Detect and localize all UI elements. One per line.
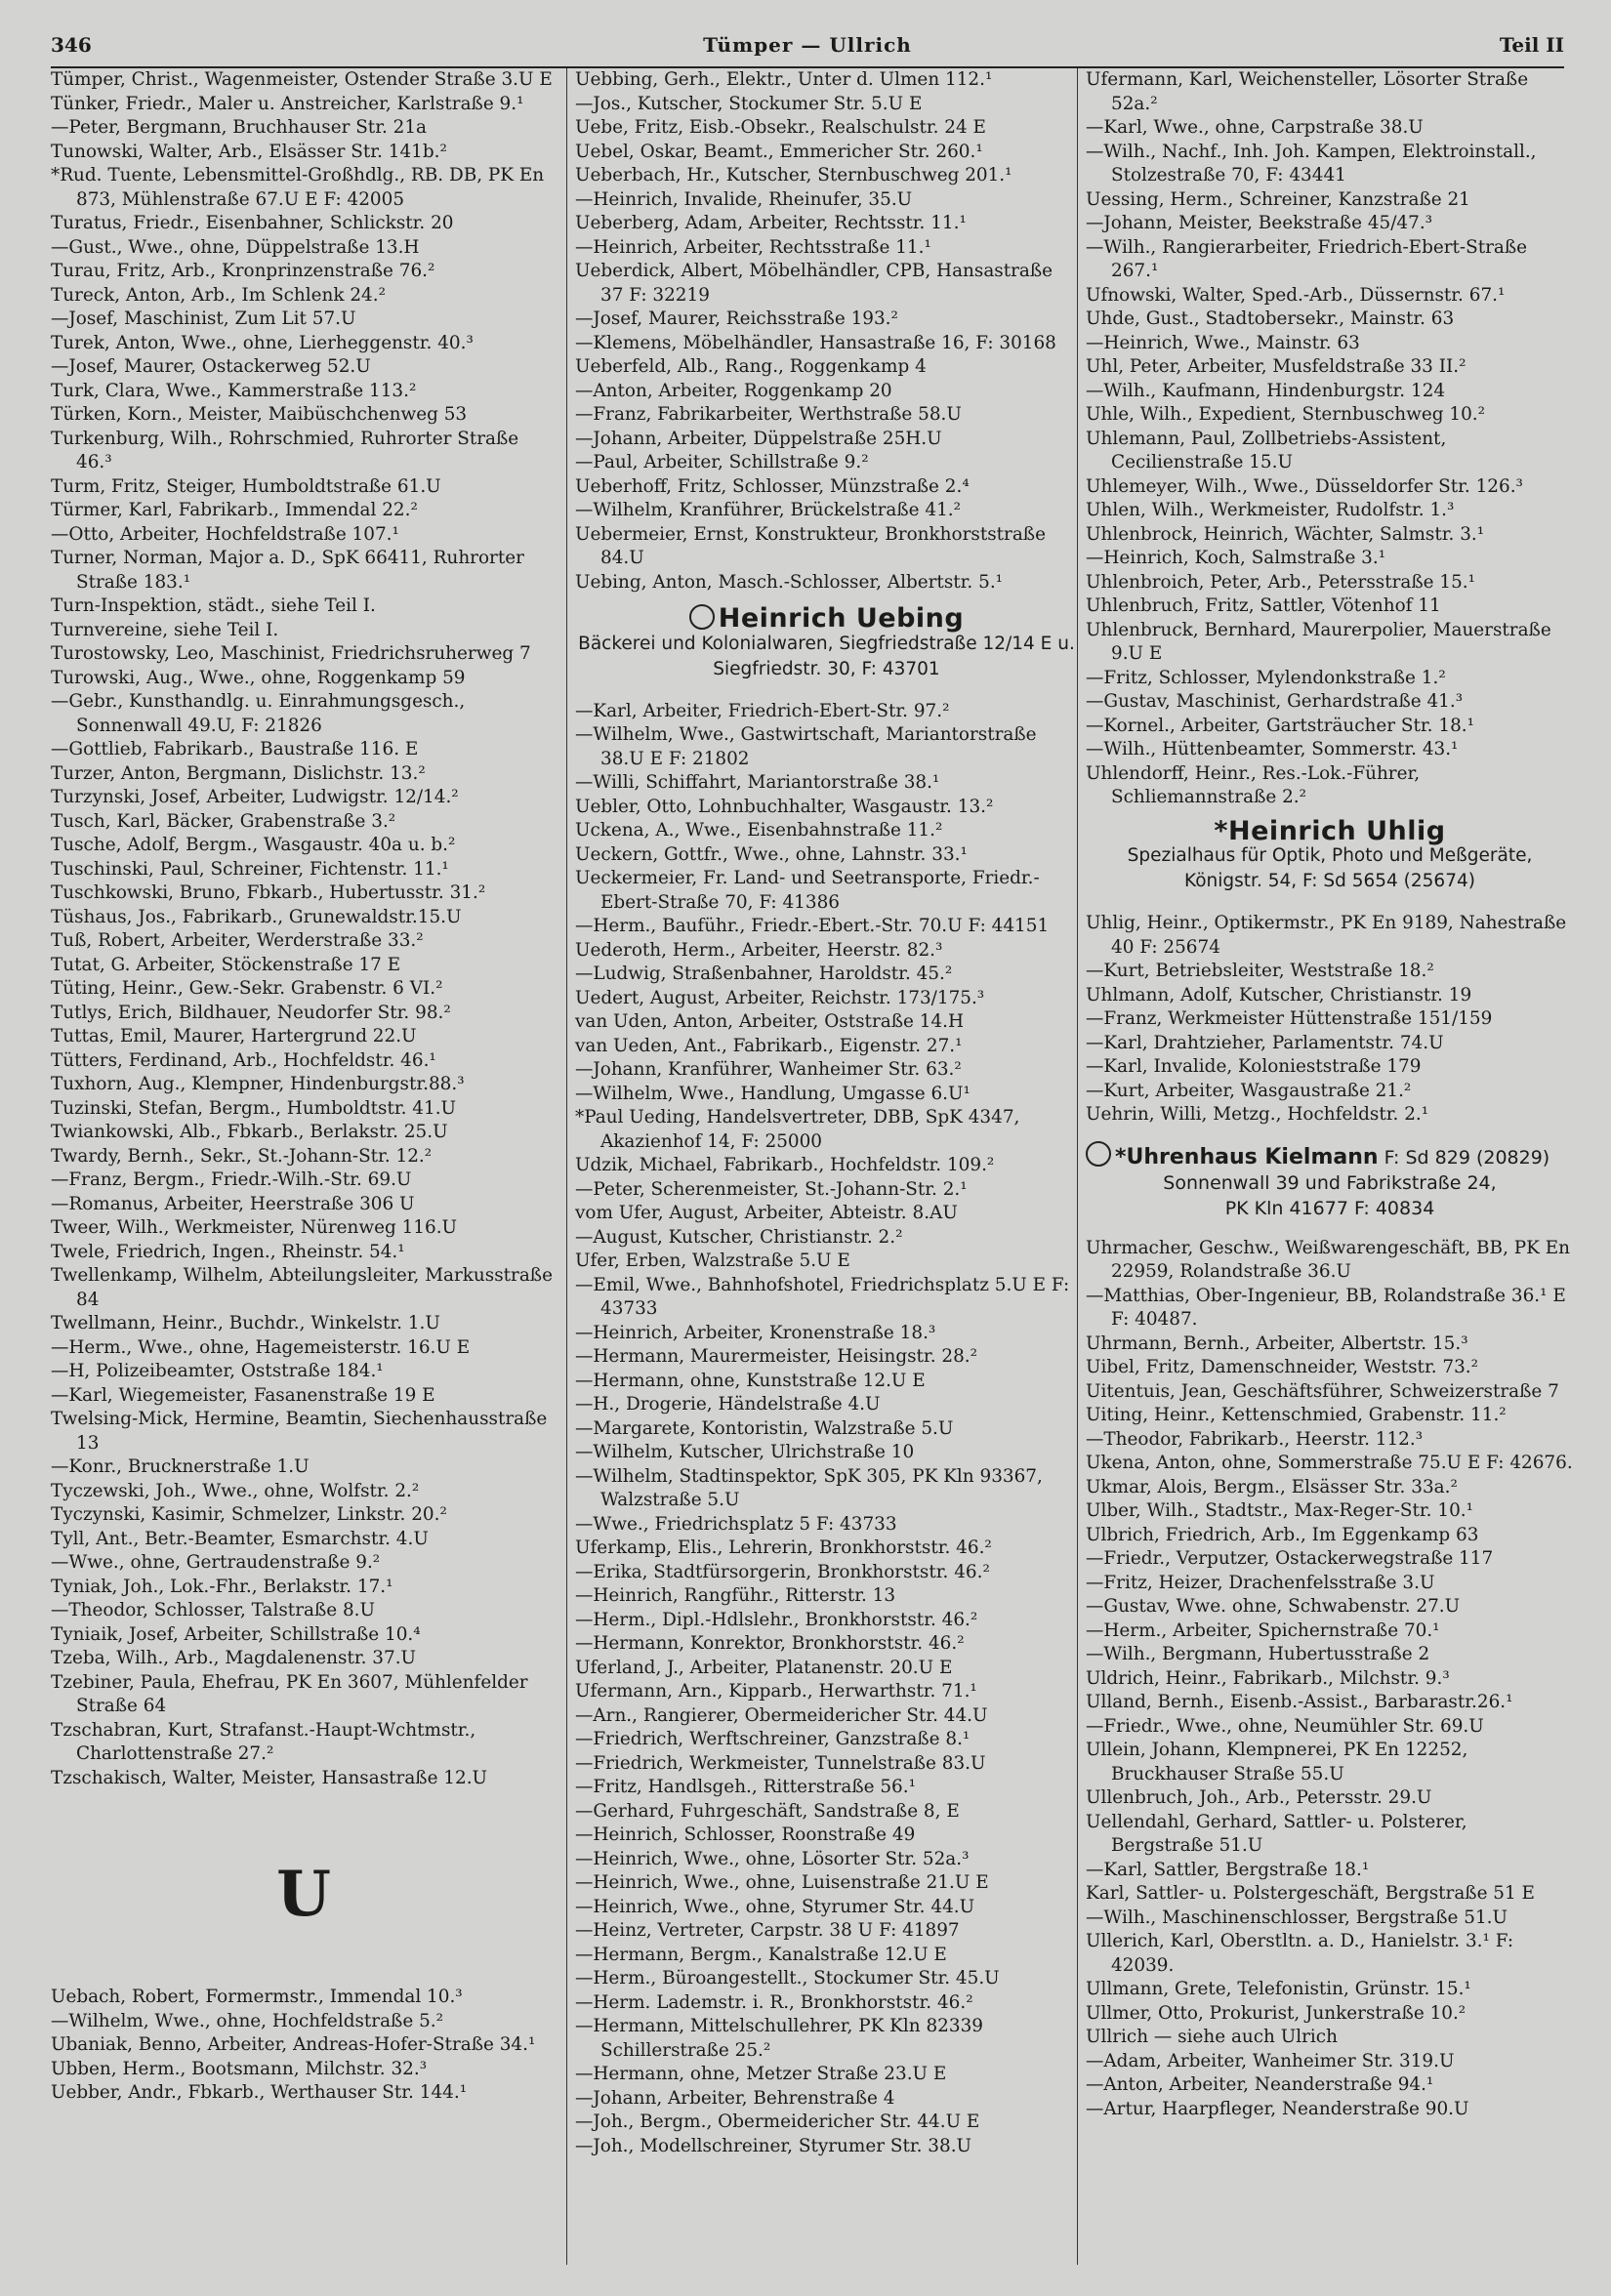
directory-entry: Twele, Friedrich, Ingen., Rheinstr. 54.¹ xyxy=(51,1241,405,1262)
directory-entry: Tyniaik, Josef, Arbeiter, Schillstraße 10.⁴ xyxy=(51,1623,421,1645)
directory-entry: Ullmann, Grete, Telefonistin, Grünstr. 15.¹ xyxy=(1086,1979,1471,1999)
directory-entry: Tureck, Anton, Arb., Im Schlenk 24.² xyxy=(51,284,386,306)
directory-entry: Karl, Sattler- u. Polstergeschäft, Bergstraße 51 E xyxy=(1086,1883,1535,1904)
directory-entry: Tümper, Christ., Wagenmeister, Ostender Straße 3.U E xyxy=(51,69,553,90)
directory-entry: Uebe, Fritz, Eisb.-Obsekr., Realschulstr. 24 E xyxy=(575,117,986,138)
directory-entry: Twelsing-Mick, Hermine, Beamtin, Siechenhausstraße 13 xyxy=(51,1409,548,1454)
directory-entry: Uebach, Robert, Formermstr., Immendal 10.³ xyxy=(51,1987,463,2007)
directory-entry: —Wilh., Rangierarbeiter, Friedrich-Ebert-Straße 267.¹ xyxy=(1086,236,1528,281)
directory-entry: Ueckermeier, Fr. Land- und Seetransporte, Friedr.-Ebert-Straße 70, F: 41386 xyxy=(575,868,1040,913)
entry-list xyxy=(51,1986,557,2106)
directory-entry: —Hermann, ohne, Metzer Straße 23.U E xyxy=(575,2064,947,2084)
directory-entry: —Kurt, Betriebsleiter, Weststraße 18.² xyxy=(1086,961,1434,981)
directory-entry: Ufermann, Arn., Kipparb., Herwarthstr. 71.¹ xyxy=(575,1681,977,1702)
directory-entry: —Emil, Wwe., Bahnhofshotel, Friedrichsplatz 5.U E F: 43733 xyxy=(575,1274,1070,1319)
directory-entry: —Gerhard, Fuhrgeschäft, Sandstraße 8, E xyxy=(575,1800,960,1822)
directory-entry: —Fritz, Schlosser, Mylendonkstraße 1.² xyxy=(1086,667,1446,688)
directory-entry: Ullerich, Karl, Oberstltn. a. D., Hanielstr. 3.¹ F: 42039. xyxy=(1086,1931,1514,1976)
directory-entry: Ulland, Bernh., Eisenb.-Assist., Barbarastr.26.¹ xyxy=(1086,1692,1513,1712)
directory-entry: Ullmer, Otto, Prokurist, Junkerstraße 10.² xyxy=(1086,2002,1466,2024)
advertisement-uebing xyxy=(575,604,1078,682)
directory-entry: Tzebiner, Paula, Ehefrau, PK En 3607, Mühlenfelder Straße 64 xyxy=(51,1671,528,1716)
directory-entry: —Karl, Sattler, Bergstraße 18.¹ xyxy=(1086,1859,1370,1880)
directory-entry: —Friedrich, Werftschreiner, Ganzstraße 8.¹ xyxy=(575,1729,971,1749)
directory-entry: Turostowsky, Leo, Maschinist, Friedrichsruherweg 7 xyxy=(51,643,531,664)
directory-entry: Tusch, Karl, Bäcker, Grabenstraße 3.² xyxy=(51,810,396,832)
ad-text: PK Kln 41677 F: 40834 xyxy=(1224,1197,1435,1219)
section-letter: U xyxy=(276,1858,331,1931)
directory-entry: Twiankowski, Alb., Fbkarb., Berlakstr. 25.U xyxy=(51,1122,448,1142)
directory-entry: —Karl, Drahtzieher, Parlamentstr. 74.U xyxy=(1086,1032,1444,1053)
directory-entry: —Joh., Modellschreiner, Styrumer Str. 38.U xyxy=(575,2135,972,2156)
directory-entry: Tyll, Ant., Betr.-Beamter, Esmarchstr. 4.U xyxy=(51,1528,429,1549)
directory-entry: Uhrmann, Bernh., Arbeiter, Albertstr. 15.³ xyxy=(1086,1332,1468,1354)
directory-entry: —Wilhelm, Wwe., Gastwirtschaft, Mariantorstraße 38.U E F: 21802 xyxy=(575,724,1037,769)
directory-entry: —Heinrich, Invalide, Rheinufer, 35.U xyxy=(575,188,913,210)
directory-entry: Ufer, Erben, Walzstraße 5.U E xyxy=(575,1250,850,1271)
directory-entry: —Karl, Invalide, Kolonieststraße 179 xyxy=(1086,1056,1422,1077)
directory-entry: —Herm. Lademstr. i. R., Bronkhorststr. 46.² xyxy=(575,1991,973,2013)
directory-entry: Turau, Fritz, Arb., Kronprinzenstraße 76.² xyxy=(51,261,435,281)
directory-entry: —Wwe., Friedrichsplatz 5 F: 43733 xyxy=(575,1513,897,1535)
directory-entry: van Ueden, Ant., Fabrikarb., Eigenstr. 27.¹ xyxy=(575,1035,963,1056)
directory-entry: —Kornel., Arbeiter, Gartsträucher Str. 18.¹ xyxy=(1086,715,1474,736)
directory-entry: —Hermann, Bergm., Kanalstraße 12.U E xyxy=(575,1944,947,1965)
directory-entry: —Gustav, Wwe. ohne, Schwabenstr. 27.U xyxy=(1086,1596,1461,1617)
directory-entry: —Peter, Scherenmeister, St.-Johann-Str. 2.¹ xyxy=(575,1178,968,1200)
directory-entry: —Arn., Rangierer, Obermeidericher Str. 44.U xyxy=(575,1704,988,1726)
directory-entry: —Karl, Wwe., ohne, Carpstraße 38.U xyxy=(1086,117,1424,138)
directory-entry: Tusche, Adolf, Bergm., Wasgaustr. 40a u. b.² xyxy=(51,835,456,855)
directory-entry: —Anton, Arbeiter, Roggenkamp 20 xyxy=(575,380,892,401)
ad-text: Sonnenwall 39 und Fabrikstraße 24, xyxy=(1163,1171,1497,1194)
directory-entry: Uhlendorff, Heinr., Res.-Lok.-Führer, Schliemannstraße 2.² xyxy=(1086,762,1421,807)
directory-entry: Uhlen, Wilh., Werkmeister, Rudolfstr. 1.³ xyxy=(1086,500,1455,520)
directory-entry: Turek, Anton, Wwe., ohne, Lierheggenstr. 40.³ xyxy=(51,332,474,353)
directory-entry: Uedert, August, Arbeiter, Reichstr. 173/175.³ xyxy=(575,987,985,1008)
entry-list xyxy=(575,700,1078,2159)
directory-entry: —Otto, Arbeiter, Hochfeldstraße 107.¹ xyxy=(51,523,399,545)
directory-entry: Tuschkowski, Bruno, Fbkarb., Hubertusstr. 31.² xyxy=(51,882,486,903)
directory-entry: Uellendahl, Gerhard, Sattler- u. Polsterer, Bergstraße 51.U xyxy=(1086,1811,1467,1856)
directory-entry: —Gebr., Kunsthandlg. u. Einrahmungsgesch., Sonnenwall 49.U, F: 21826 xyxy=(51,691,466,736)
directory-entry: Tweer, Wilh., Werkmeister, Nürenweg 116.U xyxy=(51,1217,458,1238)
directory-entry: —Kurt, Arbeiter, Wasgaustraße 21.² xyxy=(1086,1080,1412,1101)
directory-entry: Ufnowski, Walter, Sped.-Arb., Düssernstr. 67.¹ xyxy=(1086,284,1506,306)
directory-entry: Ukena, Anton, ohne, Sommerstraße 75.U E F: 42676. xyxy=(1086,1453,1573,1473)
directory-entry: Uckena, A., Wwe., Eisenbahnstraße 11.² xyxy=(575,820,943,840)
directory-entry: Twardy, Bernh., Sekr., St.-Johann-Str. 12.² xyxy=(51,1145,433,1167)
directory-entry: Uldrich, Heinr., Fabrikarb., Milchstr. 9.³ xyxy=(1086,1667,1450,1689)
directory-entry: —Artur, Haarpfleger, Neanderstraße 90.U xyxy=(1086,2098,1469,2119)
directory-entry: —Johann, Kranführer, Wanheimer Str. 63.² xyxy=(575,1059,962,1080)
directory-entry: Tzeba, Wilh., Arb., Magdalenenstr. 37.U xyxy=(51,1648,417,1668)
directory-entry: Ullenbruch, Joh., Arb., Petersstr. 29.U xyxy=(1086,1787,1432,1808)
directory-entry: —Friedrich, Werkmeister, Tunnelstraße 83.U xyxy=(575,1752,986,1774)
directory-entry: Uhl, Peter, Arbeiter, Musfeldstraße 33 II.² xyxy=(1086,356,1466,377)
directory-entry: Uhlenbruch, Fritz, Sattler, Vötenhof 11 xyxy=(1086,595,1441,616)
directory-entry: —Wilh., Kaufmann, Hindenburgstr. 124 xyxy=(1086,380,1446,401)
directory-entry: Ufermann, Karl, Weichensteller, Lösorter Straße 52a.² xyxy=(1086,69,1529,114)
directory-entry: —Heinrich, Koch, Salmstraße 3.¹ xyxy=(1086,548,1386,568)
directory-entry: Tuttas, Emil, Maurer, Hartergrund 22.U xyxy=(51,1026,417,1046)
directory-entry: —Heinz, Vertreter, Carpstr. 38 U F: 41897 xyxy=(575,1920,960,1941)
directory-entry: Uhlmann, Adolf, Kutscher, Christianstr. 19 xyxy=(1086,984,1472,1005)
directory-entry: Tunowski, Walter, Arb., Elsässer Str. 141b.² xyxy=(51,141,447,162)
directory-entry: Uhlenbroich, Peter, Arb., Petersstraße 15.¹ xyxy=(1086,571,1476,593)
directory-entry: —Fritz, Handlsgeh., Ritterstraße 56.¹ xyxy=(575,1777,916,1797)
directory-entry: —Joh., Bergm., Obermeidericher Str. 44.U E xyxy=(575,2112,980,2132)
directory-entry: —Gottlieb, Fabrikarb., Baustraße 116. E xyxy=(51,739,419,759)
page-part: Teil II xyxy=(1499,33,1564,57)
directory-entry: —Anton, Arbeiter, Neanderstraße 94.¹ xyxy=(1086,2074,1434,2095)
directory-entry: Uebel, Oskar, Beamt., Emmericher Str. 260.¹ xyxy=(575,141,983,162)
directory-entry: Uebermeier, Ernst, Konstrukteur, Bronkhorststraße 84.U xyxy=(575,523,1046,568)
column-1 xyxy=(51,68,557,2265)
directory-entry: Uhle, Wilh., Expedient, Sternbuschweg 10.² xyxy=(1086,404,1486,425)
directory-entry: —Jos., Kutscher, Stockumer Str. 5.U E xyxy=(575,93,923,114)
directory-entry: Tyniak, Joh., Lok.-Fhr., Berlakstr. 17.¹ xyxy=(51,1576,393,1597)
directory-entry: Turn-Inspektion, städt., siehe Teil I. xyxy=(51,595,376,616)
ad-phone: F: Sd 829 (20829) xyxy=(1384,1146,1550,1168)
directory-entry: —Theodor, Fabrikarb., Heerstr. 112.³ xyxy=(1086,1428,1424,1450)
directory-entry: —Theodor, Schlosser, Talstraße 8.U xyxy=(51,1600,376,1620)
directory-entry: Tuß, Robert, Arbeiter, Werderstraße 33.² xyxy=(51,930,424,951)
directory-entry: Türmer, Karl, Fabrikarb., Immendal 22.² xyxy=(51,500,418,520)
directory-entry: Türken, Korn., Meister, Maibüschchenweg 53 xyxy=(51,404,468,425)
directory-entry: —Klemens, Möbelhändler, Hansastraße 16, F: 30168 xyxy=(575,332,1056,353)
directory-entry: Uederoth, Herm., Arbeiter, Heerstr. 82.³ xyxy=(575,939,943,961)
directory-entry: —H., Drogerie, Händelstraße 4.U xyxy=(575,1394,881,1414)
directory-entry: —Hermann, Konrektor, Bronkhorststr. 46.² xyxy=(575,1633,965,1654)
directory-entry: —Wilh., Bergmann, Hubertusstraße 2 xyxy=(1086,1644,1430,1664)
directory-entry: Udzik, Michael, Fabrikarb., Hochfeldstr. 109.² xyxy=(575,1155,995,1175)
directory-entry: —Friedr., Verputzer, Ostackerwegstraße 117 xyxy=(1086,1548,1494,1569)
directory-entry: vom Ufer, August, Arbeiter, Abteistr. 8.AU xyxy=(575,1203,958,1223)
directory-entry: —Karl, Wiegemeister, Fasanenstraße 19 E xyxy=(51,1384,435,1406)
entry-list xyxy=(575,68,1078,594)
directory-entry: Uhlemann, Paul, Zollbetriebs-Assistent, Cecilienstraße 15.U xyxy=(1086,428,1447,472)
directory-entry: —Josef, Maurer, Ostackerweg 52.U xyxy=(51,356,371,377)
directory-entry: —Fritz, Heizer, Drachenfelsstraße 3.U xyxy=(1086,1572,1435,1593)
page-header xyxy=(51,27,1564,68)
directory-entry: Turatus, Friedr., Eisenbahner, Schlickstr. 20 xyxy=(51,213,454,233)
directory-entry: —Wilhelm, Kutscher, Ulrichstraße 10 xyxy=(575,1442,915,1462)
ad-title: *Heinrich Uhlig xyxy=(1214,815,1446,846)
directory-entry: —Wwe., ohne, Gertraudenstraße 9.² xyxy=(51,1552,381,1573)
directory-entry: —Johann, Meister, Beekstraße 45/47.³ xyxy=(1086,213,1433,233)
directory-entry: Turzer, Anton, Bergmann, Dislichstr. 13.² xyxy=(51,762,426,784)
wreath-logo-icon xyxy=(689,604,715,630)
directory-entry: Ueckern, Gottfr., Wwe., ohne, Lahnstr. 33.¹ xyxy=(575,843,968,865)
page-number: 346 xyxy=(51,33,92,57)
directory-entry: —Hermann, Maurermeister, Heisingstr. 28.² xyxy=(575,1346,978,1367)
directory-entry: Ueberfeld, Alb., Rang., Roggenkamp 4 xyxy=(575,356,927,377)
directory-entry: Uebbing, Gerh., Elektr., Unter d. Ulmen 112.¹ xyxy=(575,69,993,90)
directory-entry: Uitentuis, Jean, Geschäftsführer, Schweizerstraße 7 xyxy=(1086,1380,1559,1402)
directory-entry: —Franz, Bergm., Friedr.-Wilh.-Str. 69.U xyxy=(51,1169,412,1190)
directory-entry: Uhrmacher, Geschw., Weißwarengeschäft, BB, PK En 22959, Rolandstraße 36.U xyxy=(1086,1237,1570,1282)
directory-entry: —Romanus, Arbeiter, Heerstraße 306 U xyxy=(51,1193,415,1214)
directory-entry: Tüshaus, Jos., Fabrikarb., Grunewaldstr.15.U xyxy=(51,906,462,927)
directory-entry: Ubben, Herm., Bootsmann, Milchstr. 32.³ xyxy=(51,2058,428,2079)
directory-entry: Twellmann, Heinr., Buchdr., Winkelstr. 1.U xyxy=(51,1313,440,1333)
directory-entry: —Matthias, Ober-Ingenieur, BB, Rolandstraße 36.¹ E F: 40487. xyxy=(1086,1285,1566,1330)
directory-entry: —Ludwig, Straßenbahner, Haroldstr. 45.² xyxy=(575,964,953,984)
ad-text: Bäckerei und Kolonialwaren, Siegfriedstraße 12/14 E u. Siegfriedstr. 30, F: 43701 xyxy=(578,633,1075,679)
directory-entry: —Herm., Bauführ., Friedr.-Ebert.-Str. 70.U F: 44151 xyxy=(575,916,1050,936)
directory-entry: Ueberbach, Hr., Kutscher, Sternbuschweg 201.¹ xyxy=(575,165,1012,185)
directory-entry: —Karl, Arbeiter, Friedrich-Ebert-Str. 97.² xyxy=(575,700,950,721)
directory-entry: —Heinrich, Wwe., Mainstr. 63 xyxy=(1086,332,1360,353)
directory-entry: —Wilh., Hüttenbeamter, Sommerstr. 43.¹ xyxy=(1086,739,1459,759)
column-2 xyxy=(566,68,1078,2265)
ad-title: *Uhrenhaus Kielmann xyxy=(1115,1144,1379,1169)
directory-entry: —Franz, Werkmeister Hüttenstraße 151/159 xyxy=(1086,1008,1493,1029)
directory-entry: —Wilh., Nachf., Inh. Joh. Kampen, Elektroinstall., Stolzestraße 70, F: 43441 xyxy=(1086,141,1537,185)
directory-entry: —Adam, Arbeiter, Wanheimer Str. 319.U xyxy=(1086,2050,1455,2071)
directory-entry: van Uden, Anton, Arbeiter, Oststraße 14.H xyxy=(575,1011,964,1032)
directory-entry: Uebber, Andr., Fbkarb., Werthauser Str. 144.¹ xyxy=(51,2082,468,2103)
directory-entry: —Herm., Arbeiter, Spichernstraße 70.¹ xyxy=(1086,1620,1440,1641)
directory-entry: —Gust., Wwe., ohne, Düppelstraße 13.H xyxy=(51,236,420,258)
directory-entry: —Peter, Bergmann, Bruchhauser Str. 21a xyxy=(51,117,428,138)
directory-entry: Tuzinski, Stefan, Bergm., Humboldtstr. 41.U xyxy=(51,1097,457,1119)
directory-entry: Uebing, Anton, Masch.-Schlosser, Albertstr. 5.¹ xyxy=(575,571,1004,593)
directory-entry: —Heinrich, Arbeiter, Kronenstraße 18.³ xyxy=(575,1322,936,1343)
directory-entry: Ullrich — siehe auch Ulrich xyxy=(1086,2027,1338,2047)
entry-list xyxy=(1086,68,1574,810)
entry-list xyxy=(1086,1237,1574,2122)
directory-entry: Uhde, Gust., Stadtobersekr., Mainstr. 63 xyxy=(1086,308,1455,329)
directory-entry: Uhlemeyer, Wilh., Wwe., Düsseldorfer Str. 126.³ xyxy=(1086,475,1523,497)
directory-entry: —Johann, Arbeiter, Düppelstraße 25H.U xyxy=(575,428,942,449)
directory-entry: Tutlys, Erich, Bildhauer, Neudorfer Str. 98.² xyxy=(51,1002,451,1023)
directory-entry: Ulbrich, Friedrich, Arb., Im Eggenkamp 63 xyxy=(1086,1524,1479,1545)
directory-entry: Ukmar, Alois, Bergm., Elsässer Str. 33a.² xyxy=(1086,1476,1458,1497)
directory-entry: —Konr., Brucknerstraße 1.U xyxy=(51,1456,310,1477)
ad-text: Spezialhaus für Optik, Photo und Meßgeräte, Königstr. 54, F: Sd 5654 (25674) xyxy=(1127,845,1533,891)
directory-entry: —Gustav, Maschinist, Gerhardstraße 41.³ xyxy=(1086,691,1464,712)
directory-entry: —Wilh., Maschinenschlosser, Bergstraße 51.U xyxy=(1086,1906,1508,1928)
directory-entry: Ubaniak, Benno, Arbeiter, Andreas-Hofer-Straße 34.¹ xyxy=(51,2034,536,2055)
advertisement-uhlig xyxy=(1086,815,1574,895)
directory-entry: Turm, Fritz, Steiger, Humboldtstraße 61.U xyxy=(51,475,441,497)
directory-entry: —Hermann, ohne, Kunststraße 12.U E xyxy=(575,1370,926,1391)
directory-entry: Ulber, Wilh., Stadtstr., Max-Reger-Str. 10.¹ xyxy=(1086,1500,1473,1521)
directory-entry: —Heinrich, Wwe., ohne, Styrumer Str. 44.U xyxy=(575,1896,975,1917)
directory-entry: Uferland, J., Arbeiter, Platanenstr. 20.U E xyxy=(575,1657,953,1678)
directory-entry: *Paul Ueding, Handelsvertreter, DBB, SpK 4347, Akazienhof 14, F: 25000 xyxy=(575,1107,1020,1152)
directory-entry: —Wilhelm, Wwe., ohne, Hochfeldstraße 5.² xyxy=(51,2010,443,2031)
directory-entry: Tuxhorn, Aug., Klempner, Hindenburgstr.88.³ xyxy=(51,1074,465,1094)
directory-entry: —Josef, Maurer, Reichsstraße 193.² xyxy=(575,308,898,329)
entry-list xyxy=(1086,912,1574,1128)
column-3 xyxy=(1077,68,1574,2265)
directory-entry: Tzschabran, Kurt, Strafanst.-Haupt-Wchtmstr., Charlottenstraße 27.² xyxy=(51,1719,476,1764)
directory-entry: Uiting, Heinr., Kettenschmied, Grabenstr. 11.² xyxy=(1086,1405,1507,1425)
entry-list xyxy=(51,68,557,1790)
directory-entry: Tünker, Friedr., Maler u. Anstreicher, Karlstraße 9.¹ xyxy=(51,93,524,114)
directory-entry: —Herm., Büroangestellt., Stockumer Str. 45.U xyxy=(575,1968,1000,1988)
clock-logo-icon xyxy=(1086,1141,1111,1167)
directory-entry: —Erika, Stadtfürsorgerin, Bronkhorststr. 46.² xyxy=(575,1561,990,1582)
directory-entry: Tzschakisch, Walter, Meister, Hansastraße 12.U xyxy=(51,1767,488,1788)
directory-entry: —Heinrich, Wwe., ohne, Luisenstraße 21.U E xyxy=(575,1872,989,1893)
directory-entry: Ullein, Johann, Klempnerei, PK En 12252, Bruckhauser Straße 55.U xyxy=(1086,1740,1468,1784)
directory-entry: Turnvereine, siehe Teil I. xyxy=(51,619,279,640)
directory-entry: Turk, Clara, Wwe., Kammerstraße 113.² xyxy=(51,380,417,401)
directory-entry: Uebler, Otto, Lohnbuchhalter, Wasgaustr. 13.² xyxy=(575,796,994,817)
ad-title: Heinrich Uebing xyxy=(718,603,965,634)
directory-entry: —Franz, Fabrikarbeiter, Werthstraße 58.U xyxy=(575,404,962,425)
directory-entry: Tuschinski, Paul, Schreiner, Fichtenstr. 11.¹ xyxy=(51,858,449,880)
directory-entry: Twellenkamp, Wilhelm, Abteilungsleiter, Markusstraße 84 xyxy=(51,1265,553,1310)
directory-entry: —Wilhelm, Wwe., Handlung, Umgasse 6.U¹ xyxy=(575,1083,971,1104)
directory-entry: —Margarete, Kontoristin, Walzstraße 5.U xyxy=(575,1417,954,1439)
directory-entry: Turkenburg, Wilh., Rohrschmied, Ruhrorter Straße 46.³ xyxy=(51,428,519,472)
advertisement-kielmann xyxy=(1086,1141,1574,1221)
directory-entry: Turner, Norman, Major a. D., SpK 66411, Ruhrorter Straße 183.¹ xyxy=(51,548,524,593)
directory-entry: —Josef, Maschinist, Zum Lit 57.U xyxy=(51,308,356,329)
directory-entry: —Wilhelm, Kranführer, Brückelstraße 41.² xyxy=(575,500,962,520)
directory-entry: Tutat, G. Arbeiter, Stöckenstraße 17 E xyxy=(51,954,401,975)
directory-entry: Turowski, Aug., Wwe., ohne, Roggenkamp 59 xyxy=(51,667,466,688)
directory-entry: —Friedr., Wwe., ohne, Neumühler Str. 69.U xyxy=(1086,1715,1484,1737)
directory-entry: —Herm., Dipl.-Hdlslehr., Bronkhorststr. 46.² xyxy=(575,1609,978,1630)
directory-entry: Uhlenbruck, Bernhard, Maurerpolier, Mauerstraße 9.U E xyxy=(1086,619,1551,664)
directory-entry: Ueberdick, Albert, Möbelhändler, CPB, Hansastraße 37 F: 32219 xyxy=(575,261,1053,306)
directory-entry: Uhlig, Heinr., Optikermstr., PK En 9189, Nahestraße 40 F: 25674 xyxy=(1086,913,1567,958)
directory-entry: —Paul, Arbeiter, Schillstraße 9.² xyxy=(575,452,869,472)
directory-entry: —Heinrich, Wwe., ohne, Lösorter Str. 52a.³ xyxy=(575,1848,970,1869)
page-range: Tümper — Ullrich xyxy=(703,33,912,57)
directory-entry: Tütters, Ferdinand, Arb., Hochfeldstr. 46.¹ xyxy=(51,1049,436,1071)
directory-entry: Uibel, Fritz, Damenschneider, Weststr. 73.² xyxy=(1086,1357,1479,1377)
directory-entry: —Johann, Arbeiter, Behrenstraße 4 xyxy=(575,2087,895,2109)
directory-entry: —Heinrich, Arbeiter, Rechtsstraße 11.¹ xyxy=(575,236,931,258)
directory-entry: Tyczynski, Kasimir, Schmelzer, Linkstr. 20.² xyxy=(51,1504,447,1525)
directory-entry: —Herm., Wwe., ohne, Hagemeisterstr. 16.U E xyxy=(51,1336,471,1358)
directory-entry: —Heinrich, Rangführ., Ritterstr. 13 xyxy=(575,1585,896,1606)
directory-entry: —H, Polizeibeamter, Oststraße 184.¹ xyxy=(51,1361,384,1381)
directory-entry: —Wilhelm, Stadtinspektor, SpK 305, PK Kln 93367, Walzstraße 5.U xyxy=(575,1465,1043,1510)
directory-entry: Uehrin, Willi, Metzg., Hochfeldstr. 2.¹ xyxy=(1086,1104,1429,1125)
directory-entry: *Rud. Tuente, Lebensmittel-Großhdlg., RB. DB, PK En 873, Mühlenstraße 67.U E F: 42005 xyxy=(51,165,545,210)
directory-entry: —Hermann, Mittelschullehrer, PK Kln 82339 Schillerstraße 25.² xyxy=(575,2016,983,2061)
directory-entry: Uhlenbrock, Heinrich, Wächter, Salmstr. 3.¹ xyxy=(1086,523,1485,545)
directory-entry: Tüting, Heinr., Gew.-Sekr. Grabenstr. 6 VI.² xyxy=(51,978,443,999)
directory-entry: Uessing, Herm., Schreiner, Kanzstraße 21 xyxy=(1086,188,1470,210)
directory-entry: Ueberberg, Adam, Arbeiter, Rechtsstr. 11.¹ xyxy=(575,213,967,233)
directory-entry: Ueberhoff, Fritz, Schlosser, Münzstraße 2.⁴ xyxy=(575,475,970,497)
directory-entry: Uferkamp, Elis., Lehrerin, Bronkhorststr. 46.² xyxy=(575,1538,992,1558)
directory-entry: —August, Kutscher, Christianstr. 2.² xyxy=(575,1226,903,1248)
directory-entry: Turzynski, Josef, Arbeiter, Ludwigstr. 12/14.² xyxy=(51,787,459,807)
directory-entry: —Heinrich, Schlosser, Roonstraße 49 xyxy=(575,1824,916,1845)
directory-entry: —Willi, Schiffahrt, Mariantorstraße 38.¹ xyxy=(575,772,940,793)
directory-entry: Tyczewski, Joh., Wwe., ohne, Wolfstr. 2.² xyxy=(51,1480,420,1501)
